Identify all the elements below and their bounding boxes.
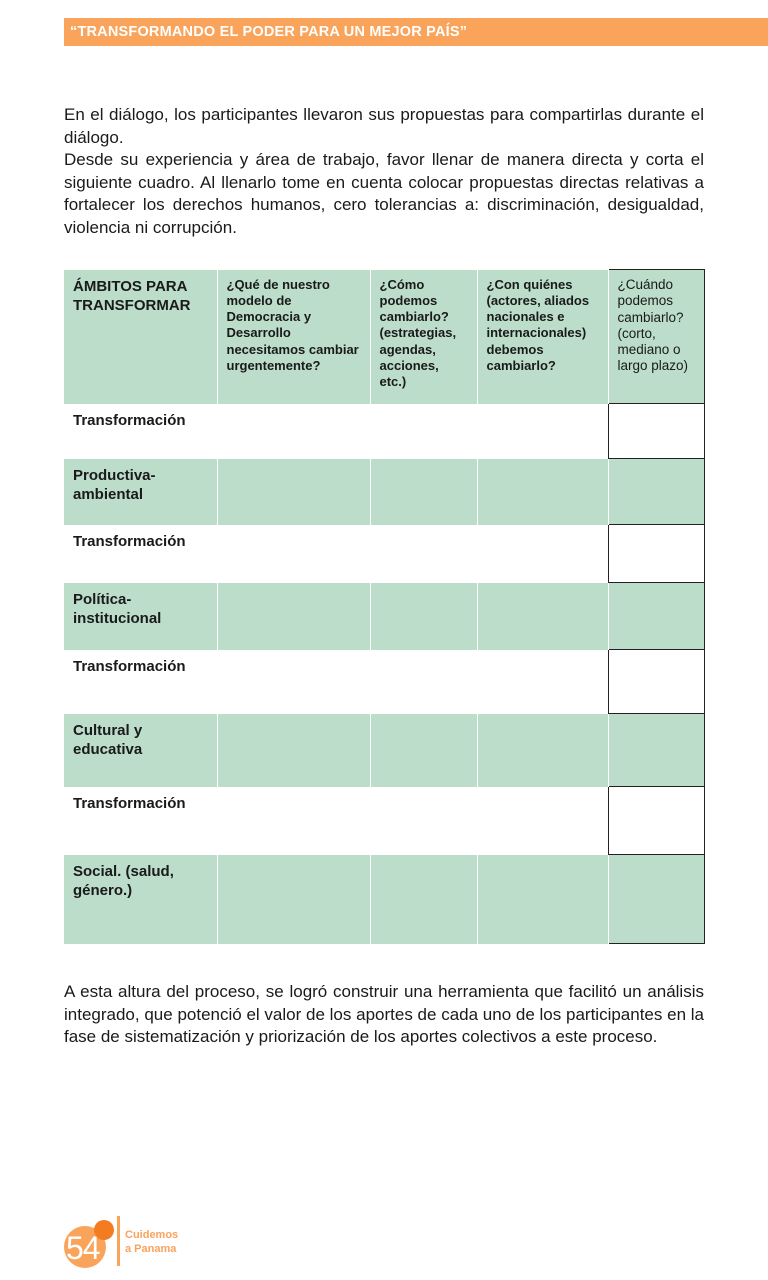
answer-cell[interactable] (608, 583, 704, 650)
answer-cell[interactable] (217, 583, 370, 650)
row-label: Cultural y educativa (64, 714, 217, 787)
answer-cell[interactable] (217, 525, 370, 583)
footer-brand (125, 1228, 178, 1256)
answer-cell[interactable] (217, 787, 370, 855)
answer-cell[interactable] (217, 459, 370, 525)
row-label: Social. (salud, género.) (64, 855, 217, 944)
answer-cell[interactable] (370, 525, 477, 583)
intro-text (64, 104, 704, 240)
row-label: Transformación (73, 411, 186, 429)
table-row (64, 650, 704, 714)
table-row (64, 404, 704, 459)
row-label: Transformación (73, 794, 186, 812)
table-row (64, 459, 704, 525)
answer-cell[interactable] (477, 525, 608, 583)
brand-line-1: Cuidemos (125, 1229, 179, 1241)
table-row (64, 714, 704, 787)
answer-cell[interactable] (370, 459, 477, 525)
intro-paragraph-1: En el diálogo, los participantes llevaron sus propuestas para compartirlas durante el diálogo. (64, 105, 704, 147)
answer-cell[interactable] (608, 650, 704, 714)
brand-line-2: a Panama (125, 1243, 177, 1255)
table-row (64, 525, 704, 583)
header-cuando: ¿Cuándo podemos cambiarlo? (corto, mediano o largo plazo) (608, 270, 704, 404)
page-number-badge (64, 1220, 114, 1266)
answer-cell[interactable] (608, 525, 704, 583)
header-con-quienes: ¿Con quiénes (actores, aliados nacionales e internacionales) debemos cambiarlo? (477, 270, 608, 404)
answer-cell[interactable] (477, 714, 608, 787)
row-label: Transformación (73, 657, 186, 675)
answer-cell[interactable] (477, 404, 608, 459)
intro-paragraph-2: Desde su experiencia y área de trabajo, favor llenar de manera directa y corta el siguiente cuadro. Al llenarlo tome en cuenta colocar propuestas directas relativas a fortalecer los derechos humanos, cero tolerancias a: discriminación, desigualdad, violencia ni corrupción. (64, 150, 704, 237)
answer-cell[interactable] (608, 855, 704, 944)
table-row (64, 855, 704, 944)
answer-cell[interactable] (370, 787, 477, 855)
answer-cell[interactable] (217, 855, 370, 944)
row-label: Transformación (73, 532, 186, 550)
row-label: Productiva-ambiental (64, 459, 217, 525)
table-header-row (64, 270, 704, 404)
answer-cell[interactable] (608, 459, 704, 525)
answer-cell[interactable] (217, 714, 370, 787)
outro-text (64, 981, 704, 1049)
table-row (64, 787, 704, 855)
table-row (64, 583, 704, 650)
answer-cell[interactable] (217, 404, 370, 459)
answer-cell[interactable] (370, 855, 477, 944)
row-label: Política-institucional (64, 583, 217, 650)
answer-cell[interactable] (217, 650, 370, 714)
header-ambitos: ÁMBITOS PARA TRANSFORMAR (64, 270, 217, 404)
footer-divider (117, 1216, 120, 1266)
answer-cell[interactable] (370, 714, 477, 787)
page-number: 54 (66, 1230, 100, 1266)
answer-cell[interactable] (477, 459, 608, 525)
answer-cell[interactable] (608, 404, 704, 459)
answer-cell[interactable] (370, 583, 477, 650)
answer-cell[interactable] (608, 787, 704, 855)
outro-paragraph: A esta altura del proceso, se logró construir una herramienta que facilitó un análisis integrado, que potenció el valor de los aportes de cada uno de los participantes en la fase de sistematización y priorización de los aportes colectivos a este proceso. (64, 982, 704, 1047)
answer-cell[interactable] (477, 583, 608, 650)
answer-cell[interactable] (477, 787, 608, 855)
header-que-cambiar: ¿Qué de nuestro modelo de Democracia y Desarrollo necesitamos cambiar urgentemente? (217, 270, 370, 404)
answer-cell[interactable] (370, 650, 477, 714)
header-title: “TRANSFORMANDO EL PODER PARA UN MEJOR PAÍS” (64, 18, 768, 46)
header-como-cambiar: ¿Cómo podemos cambiarlo? (estrategias, agendas, acciones, etc.) (370, 270, 477, 404)
answer-cell[interactable] (477, 650, 608, 714)
answer-cell[interactable] (477, 855, 608, 944)
proposals-table (64, 269, 705, 944)
answer-cell[interactable] (608, 714, 704, 787)
answer-cell[interactable] (370, 404, 477, 459)
